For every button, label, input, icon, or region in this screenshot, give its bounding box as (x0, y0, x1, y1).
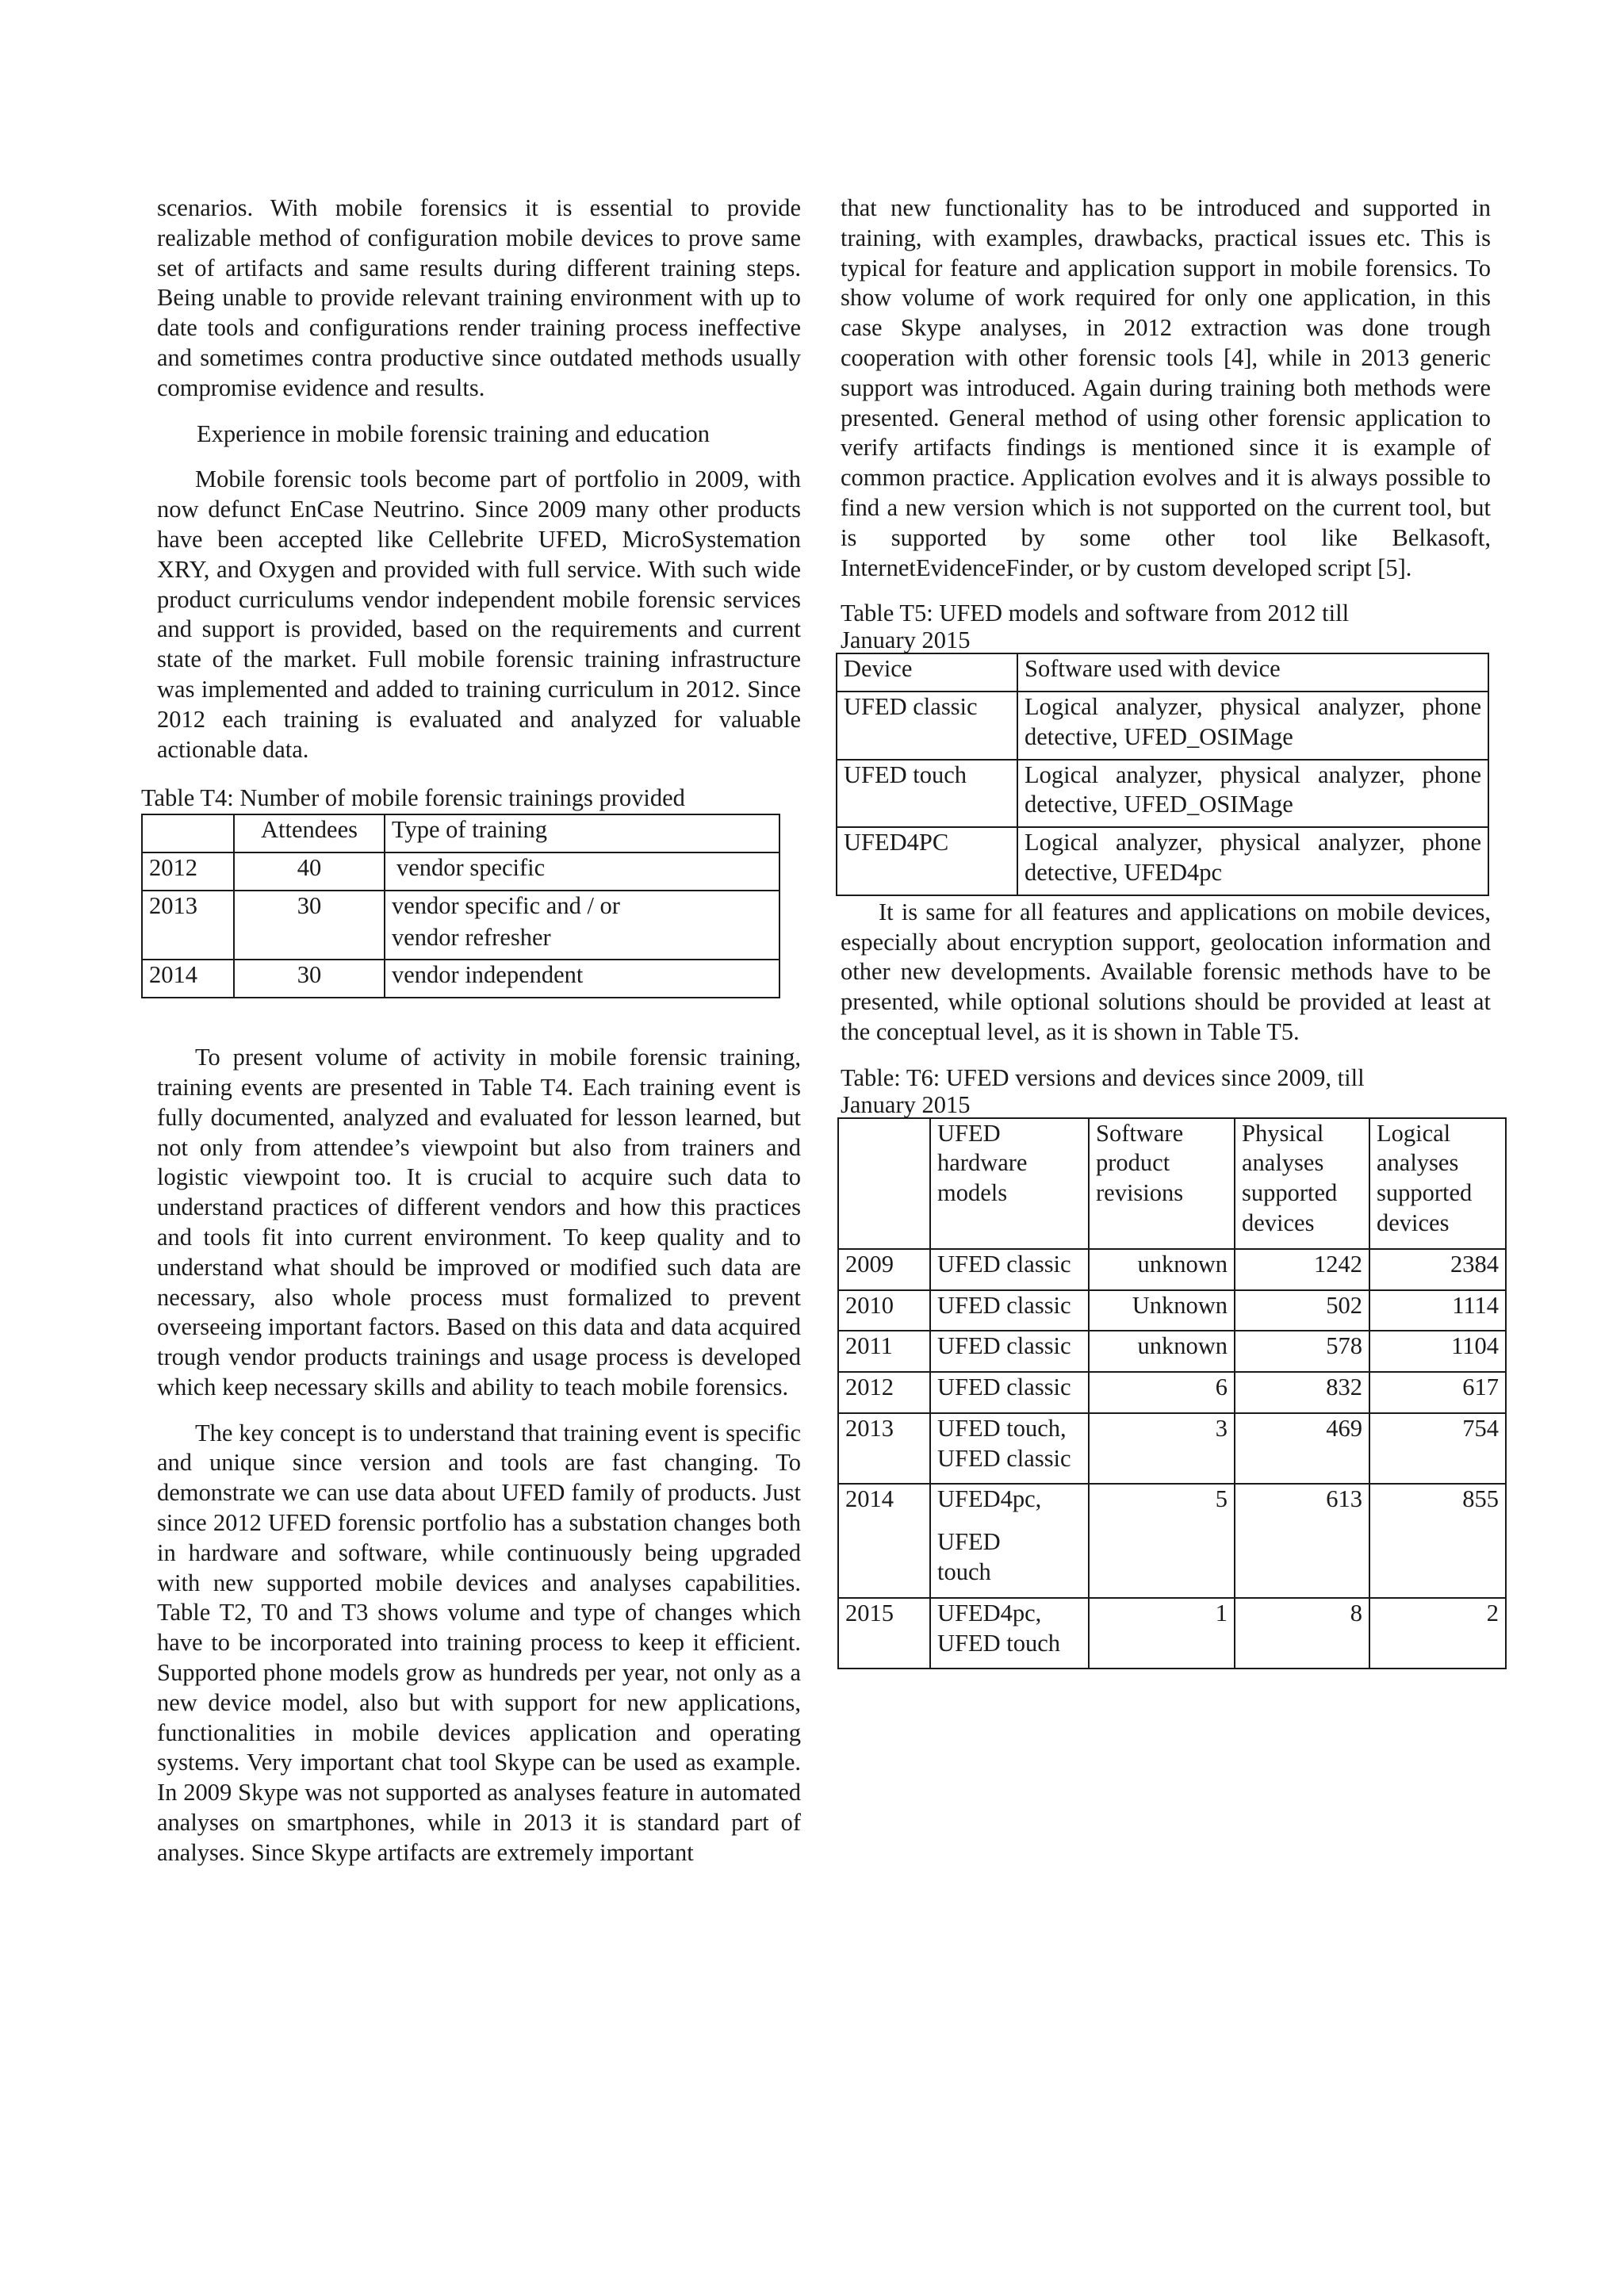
table-cell-models: UFED classic (930, 1249, 1089, 1290)
caption-line: Table T5: UFED models and software from 2012 till (841, 600, 1350, 627)
table-cell-revisions: 6 (1089, 1372, 1235, 1413)
table-cell-year: 2013 (838, 1413, 930, 1485)
table-cell-type-line: vendor specific and / or (392, 891, 620, 919)
table-cell-logical: 2 (1369, 1598, 1506, 1669)
table-cell-year: 2012 (838, 1372, 930, 1413)
table-row (142, 960, 779, 998)
table-cell-type-line: vendor refresher (392, 923, 551, 951)
table-cell-logical: 754 (1369, 1413, 1506, 1485)
table-cell-models-line: UFED4pc, (937, 1485, 1042, 1513)
table-row (838, 1484, 1506, 1597)
table-header-cell: Device (837, 653, 1017, 692)
table-cell-device: UFED classic (837, 692, 1017, 760)
table-row (837, 692, 1488, 760)
table-cell-device: UFED touch (837, 760, 1017, 828)
table-cell-attendees: 30 (234, 891, 385, 960)
table-row (838, 1413, 1506, 1485)
paragraph-same-for-all-features: It is same for all features and applications on mobile devices, especially about encryption support, geolocation information and other new developments. Available forensic methods have to be presented, while optional solutions should be provided at least at the conceptual level, as it is shown in Table T5. (841, 898, 1491, 1045)
table-cell-revisions: 1 (1089, 1598, 1235, 1669)
table-cell-physical: 613 (1235, 1484, 1369, 1597)
table-cell-logical: 1104 (1369, 1331, 1506, 1372)
table-cell-physical: 578 (1235, 1331, 1369, 1372)
table-cell-models: UFED classic (930, 1372, 1089, 1413)
caption-line: January 2015 (841, 626, 971, 654)
table-cell-revisions: 3 (1089, 1413, 1235, 1485)
table-row (837, 827, 1488, 895)
table-cell-physical: 1242 (1235, 1249, 1369, 1290)
table-row (838, 1331, 1506, 1372)
table-cell-year: 2015 (838, 1598, 930, 1669)
table-cell-type: vendor independent (385, 960, 779, 998)
table-row (838, 1598, 1506, 1669)
table-cell-models: UFED classic (930, 1290, 1089, 1331)
table-cell-models-line: UFED touch (937, 1528, 1001, 1586)
table-cell-logical: 855 (1369, 1484, 1506, 1597)
table-header-cell: Software used with device (1017, 653, 1488, 692)
table-cell-attendees: 30 (234, 960, 385, 998)
table-t5 (836, 653, 1489, 896)
table-header-row (142, 814, 779, 852)
table-cell-year: 2014 (142, 960, 234, 998)
table-cell-models (930, 1484, 1089, 1597)
table-cell-revisions: 5 (1089, 1484, 1235, 1597)
table-cell-logical: 1114 (1369, 1290, 1506, 1331)
table-cell-models: UFED classic (930, 1331, 1089, 1372)
table-header-row (838, 1118, 1506, 1249)
table-row (838, 1372, 1506, 1413)
paragraph-scenarios: scenarios. With mobile forensics it is essential to provide realizable method of configuration mobile devices to prove same set of artifacts and same results during different training steps. Being unable to provide relevant training environment with up to date tools and configurations render training process ineffective and sometimes contra productive since outdated methods usually compromise evidence and results. (157, 194, 801, 401)
table-cell-software: Logical analyzer, physical analyzer, phone detective, UFED_OSIMage (1017, 760, 1488, 828)
table-t6 (837, 1117, 1507, 1670)
table-cell-revisions: unknown (1089, 1249, 1235, 1290)
table-header-cell: Logical analyses supported devices (1369, 1118, 1506, 1249)
caption-line: January 2015 (841, 1090, 971, 1118)
paragraph-key-concept: The key concept is to understand that training event is specific and unique since version and tools are fast changing. To demonstrate we can use data about UFED family of products. Just since 2012 UFED forensic portfolio has a substation changes both in hardware and software, while continuously being upgraded with new supported mobile devices and analyses capabilities. Table T2, T0 and T3 shows volume and type of changes which have to be incorporated into training process to keep it efficient. Supported phone models grow as hundreds per year, not only as a new device model, also but with support for new applications, functionalities in mobile devices application and operating systems. Very important chat tool Skype can be used as example. In 2009 Skype was not supported as analyses feature in automated analyses on smartphones, while in 2013 it is standard part of analyses. Since Skype artifacts are extremely important (157, 1419, 801, 1866)
table-t4-caption: Table T4: Number of mobile forensic trainings provided (141, 784, 685, 812)
table-header-cell: Attendees (234, 814, 385, 852)
table-cell-software: Logical analyzer, physical analyzer, phone detective, UFED_OSIMage (1017, 692, 1488, 760)
table-cell-year: 2013 (142, 891, 234, 960)
left-column (141, 193, 801, 1868)
table-header-row (837, 653, 1488, 692)
table-cell-year: 2009 (838, 1249, 930, 1290)
table-cell-logical: 617 (1369, 1372, 1506, 1413)
table-cell-physical: 469 (1235, 1413, 1369, 1485)
table-row (142, 852, 779, 891)
caption-line: Table: T6: UFED versions and devices since 2009, till (841, 1063, 1365, 1091)
section-heading: Experience in mobile forensic training and education (197, 420, 710, 447)
table-t6-caption (841, 1063, 1491, 1116)
table-row (838, 1290, 1506, 1331)
table-cell-physical: 832 (1235, 1372, 1369, 1413)
paragraph-volume-of-activity: To present volume of activity in mobile forensic training, training events are presented in Table T4. Each training event is fully documented, analyzed and evaluated for lesson learned, but not only from attendee’s viewpoint but also from trainers and logistic viewpoint too. It is crucial to acquire such data to understand practices of different vendors and how this practices and tools fit into current environment. To keep quality and to understand what should be improved or modified such data are necessary, also whole process must formalized to prevent overseeing important factors. Based on this data and data acquired trough vendor products trainings and usage process is developed which keep necessary skills and ability to teach mobile forensics. (157, 1044, 801, 1400)
table-cell-logical: 2384 (1369, 1249, 1506, 1290)
table-header-cell: Type of training (385, 814, 779, 852)
table-cell-physical: 8 (1235, 1598, 1369, 1669)
paragraph-mobile-forensic-tools: Mobile forensic tools become part of portfolio in 2009, with now defunct EnCase Neutrino. Since 2009 many other products have been accepted like Cellebrite UFED, MicroSystemation XRY, and Oxygen and provided with full service. With such wide product curriculums vendor independent mobile forensic services and support is provided, based on the requirements and current state of the market. Full mobile forensic training infrastructure was implemented and added to training curriculum in 2012. Since 2012 each training is evaluated and analyzed for valuable actionable data. (157, 466, 801, 763)
table-row (142, 891, 779, 960)
table-cell-year: 2014 (838, 1484, 930, 1597)
table-header-cell: Software product revisions (1089, 1118, 1235, 1249)
right-column (841, 193, 1499, 1669)
table-cell-models: UFED touch, UFED classic (930, 1413, 1089, 1485)
table-header-cell (142, 814, 234, 852)
table-cell-year: 2010 (838, 1290, 930, 1331)
table-t5-caption (841, 599, 1491, 654)
table-cell-software: Logical analyzer, physical analyzer, phone detective, UFED4pc (1017, 827, 1488, 895)
table-cell-type: vendor specific (385, 852, 779, 891)
table-row (838, 1249, 1506, 1290)
table-t4 (141, 814, 780, 998)
table-cell-physical: 502 (1235, 1290, 1369, 1331)
paragraph-new-functionality: that new functionality has to be introduced and supported in training, with examples, drawbacks, practical issues etc. This is typical for feature and application support in mobile forensics. To show volume of work required for only one application, in this case Skype analyses, in 2012 extraction was done trough cooperation with other forensic tools [4], while in 2013 generic support was introduced. Again during training both methods were presented. General method of using other forensic application to verify artifacts findings is mentioned since it is example of common practice. Application evolves and it is always possible to find a new version which is not supported on the current tool, but is supported by some other tool like Belkasoft, InternetEvidenceFinder, or by custom developed script [5]. (841, 194, 1491, 581)
table-cell-models: UFED4pc, UFED touch (930, 1598, 1089, 1669)
table-header-cell: UFED hardware models (930, 1118, 1089, 1249)
table-cell-revisions: unknown (1089, 1331, 1235, 1372)
table-header-cell (838, 1118, 930, 1249)
table-header-cell: Physical analyses supported devices (1235, 1118, 1369, 1249)
table-cell-type (385, 891, 779, 960)
table-cell-year: 2012 (142, 852, 234, 891)
table-cell-attendees: 40 (234, 852, 385, 891)
table-cell-device: UFED4PC (837, 827, 1017, 895)
table-row (837, 760, 1488, 828)
table-cell-revisions: Unknown (1089, 1290, 1235, 1331)
table-cell-year: 2011 (838, 1331, 930, 1372)
